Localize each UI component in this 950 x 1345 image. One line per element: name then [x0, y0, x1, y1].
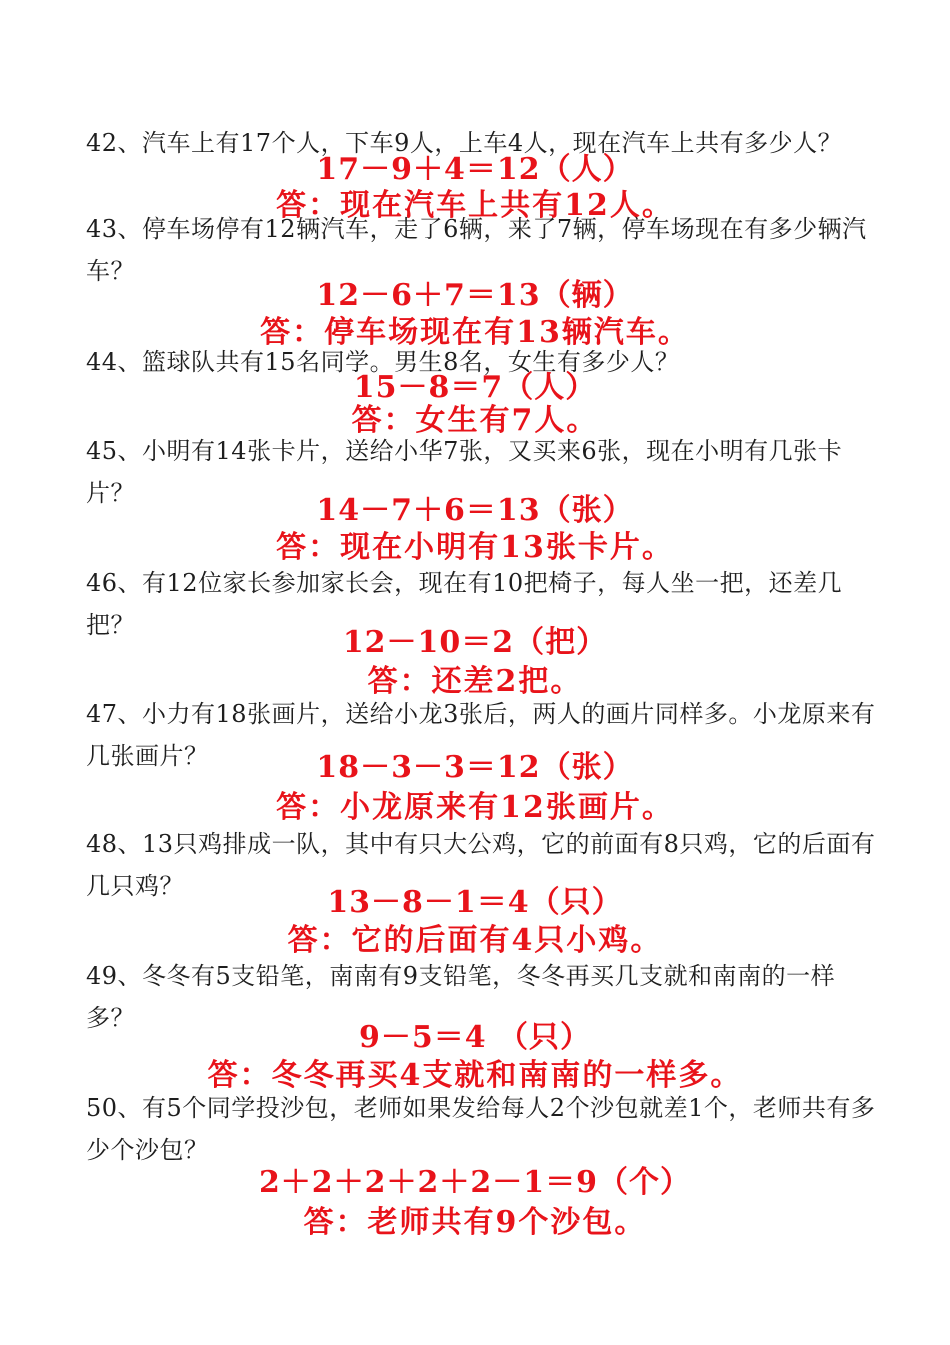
problem-45-answer: 答：现在小明有13张卡片。 [276, 530, 674, 565]
problem-46-answer: 答：还差2把。 [367, 664, 583, 699]
problem-45-question: 45、小明有14张卡片，送给小华7张，又买来6张，现在小明有几张卡片？ [86, 437, 843, 507]
problem-42-question: 42、汽车上有17个人，下车9人，上车4人，现在汽车上共有多少人？ [86, 129, 843, 157]
problem-50-answer: 答：老师共有9个沙包。 [303, 1205, 647, 1240]
problem-46-equation: 12－10＝2（把） [342, 625, 608, 660]
problem-47-question: 47、小力有18张画片，送给小龙3张后，两人的画片同样多。小龙原来有几张画片？ [86, 700, 876, 770]
problem-45-equation: 14－7＋6＝13（张） [316, 493, 634, 528]
problem-44-question: 44、篮球队共有15名同学。男生8名，女生有多少人？ [86, 348, 680, 376]
problem-50-equation: 2＋2＋2＋2＋2－1＝9（个） [258, 1165, 692, 1200]
problem-48-answer: 答：它的后面有4只小鸡。 [287, 923, 663, 958]
problem-46-question: 46、有12位家长参加家长会，现在有10把椅子，每人坐一把，还差几把？ [86, 569, 843, 639]
problem-47-answer: 答：小龙原来有12张画片。 [276, 790, 674, 825]
problem-43-answer: 答：停车场现在有13辆汽车。 [260, 315, 690, 350]
problem-49-answer: 答：冬冬再买4支就和南南的一样多。 [207, 1058, 743, 1093]
problem-42-answer: 答：现在汽车上共有12人。 [276, 188, 674, 223]
problem-42-equation: 17－9＋4＝12（人） [316, 152, 634, 187]
problem-43-equation: 12－6＋7＝13（辆） [316, 278, 634, 313]
problem-44-equation: 15－8＝7（人） [353, 370, 597, 405]
problem-47-equation: 18－3－3＝12（张） [316, 750, 634, 785]
problem-43-question: 43、停车场停有12辆汽车，走了6辆，来了7辆，停车场现在有多少辆汽车？ [86, 215, 867, 285]
problem-49-question: 49、冬冬有5支铅笔，南南有9支铅笔，冬冬再买几支就和南南的一样多？ [86, 962, 836, 1032]
problem-49-equation: 9－5＝4 （只） [358, 1020, 592, 1055]
problem-50-question: 50、有5个同学投沙包，老师如果发给每人2个沙包就差1个，老师共有多少个沙包？ [86, 1094, 876, 1164]
problem-48-question: 48、13只鸡排成一队，其中有只大公鸡，它的前面有8只鸡，它的后面有几只鸡？ [86, 830, 876, 900]
problem-48-equation: 13－8－1＝4（只） [327, 885, 623, 920]
problem-44-answer: 答：女生有7人。 [351, 403, 599, 438]
